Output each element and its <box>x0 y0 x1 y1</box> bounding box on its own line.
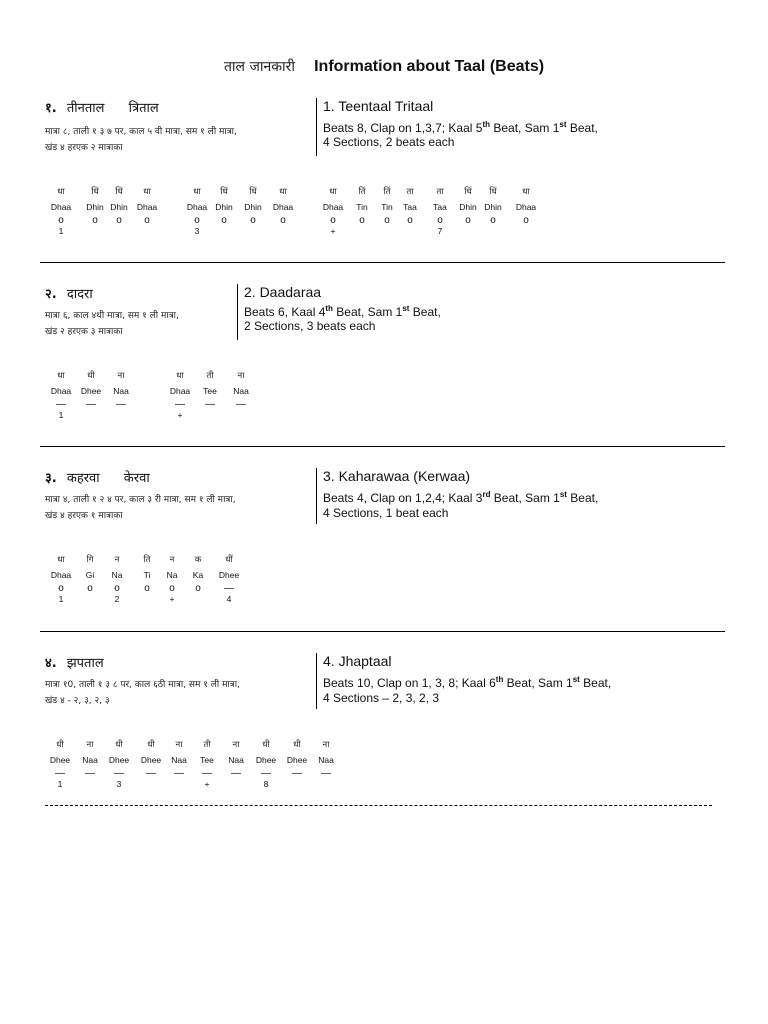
taal-name-hindi: तीनताल <box>66 101 105 116</box>
beat-syllable-roman: Dhaa <box>322 202 344 212</box>
hindi-description-line1: मात्रा १0, ताली १ ३ ८ पर, काल ६ठी मात्रा, सम १ ली मात्रा, <box>45 680 240 690</box>
beat-syllable-hindi: धी <box>262 740 270 750</box>
beat-syllable-hindi: ना <box>232 740 240 750</box>
section-hindi-heading <box>45 98 159 116</box>
beat-marker: o <box>359 215 365 226</box>
beat-syllable-roman: Naa <box>318 755 334 765</box>
beat-marker: — <box>116 399 126 410</box>
beat-marker: o <box>384 215 390 226</box>
beat-syllable-hindi: धिं <box>91 187 99 197</box>
beat-syllable-hindi: क <box>194 555 202 565</box>
beat-column <box>509 186 543 236</box>
beat-syllable-hindi: ता <box>436 187 444 197</box>
section-hindi-heading <box>45 284 93 302</box>
hindi-description-line1: मात्रा ६, काल ४थी मात्रा, सम १ ली मात्रा, <box>45 311 179 321</box>
taal-name-hindi: झपताल <box>66 656 104 671</box>
column-divider <box>316 98 317 156</box>
beat-syllable-roman: Gi <box>85 570 95 580</box>
beat-syllable-roman: Ti <box>143 570 151 580</box>
beat-count <box>130 226 164 236</box>
beat-column <box>476 186 510 236</box>
beat-syllable-hindi: धा <box>57 371 65 381</box>
beat-column <box>44 370 78 420</box>
section-separator <box>40 446 725 447</box>
beat-syllable-roman: Dhaa <box>136 202 158 212</box>
taal-title-english: 1. Teentaal Tritaal <box>323 98 434 114</box>
beat-column <box>224 370 258 420</box>
beat-count <box>74 410 108 420</box>
beat-count: + <box>169 594 175 604</box>
beat-count <box>104 410 138 420</box>
beat-marker: o <box>116 215 122 226</box>
beat-count <box>224 410 258 420</box>
beat-marker: — <box>202 768 212 779</box>
beat-syllable-hindi: धिं <box>249 187 257 197</box>
english-description-line1: Beats 4, Clap on 1,2,4; Kaal 3rd Beat, Sam 1st Beat, <box>323 490 599 505</box>
beat-syllable-hindi: ना <box>322 740 330 750</box>
beat-syllable-hindi: धिं <box>115 187 123 197</box>
beat-marker: o <box>114 583 120 594</box>
beat-syllable-hindi: धा <box>176 371 184 381</box>
beat-syllable-hindi: ना <box>86 740 94 750</box>
section-number: ४. <box>45 656 57 671</box>
beat-syllable-roman: Taa <box>403 202 417 212</box>
beat-column <box>163 370 197 420</box>
beat-marker: — <box>174 768 184 779</box>
beat-syllable-roman: Ka <box>192 570 204 580</box>
beat-count: + <box>330 226 336 236</box>
english-description-line1: Beats 10, Clap on 1, 3, 8; Kaal 6th Beat, Sam 1st Beat, <box>323 675 612 690</box>
beat-marker: — <box>292 768 302 779</box>
beat-syllable-hindi: धा <box>57 555 65 565</box>
english-description-line2: 4 Sections – 2, 3, 2, 3 <box>323 691 440 705</box>
beat-syllable-hindi: धी <box>293 740 301 750</box>
beat-syllable-hindi: ती <box>206 371 214 381</box>
beat-marker: o <box>195 583 201 594</box>
taal-alt-name-hindi: त्रिताल <box>128 101 159 116</box>
beat-syllable-hindi: ता <box>406 187 414 197</box>
beat-syllable-hindi: न <box>114 555 120 565</box>
beat-syllable-roman: Naa <box>82 755 98 765</box>
beat-syllable-hindi: धा <box>279 187 287 197</box>
beat-column <box>393 186 427 236</box>
taal-title-english: 3. Kaharawaa (Kerwaa) <box>323 468 471 484</box>
beat-column <box>102 739 136 789</box>
taal-title-english: 2. Daadaraa <box>244 284 322 300</box>
beat-count: 7 <box>437 226 443 236</box>
beat-syllable-roman: Dhee <box>218 570 240 580</box>
taal-name-hindi: दादरा <box>66 287 93 302</box>
hindi-description-line1: मात्रा ४, ताली १ २ ४ पर, काल ३ री मात्रा, सम १ ली मात्रा, <box>45 495 236 505</box>
beat-marker: o <box>330 215 336 226</box>
beat-count <box>236 226 270 236</box>
beat-syllable-roman: Dhaa <box>515 202 537 212</box>
beat-syllable-hindi: ना <box>237 371 245 381</box>
beat-marker: o <box>221 215 227 226</box>
section-hindi-heading <box>45 468 150 486</box>
hindi-description-line2: खंड ४ हरएक २ मात्राका <box>45 143 123 153</box>
beat-syllable-roman: Dhee <box>49 755 71 765</box>
beat-column <box>249 739 283 789</box>
title-hindi: ताल जानकारी <box>223 59 296 75</box>
beat-syllable-hindi: धी <box>87 371 95 381</box>
beat-marker: o <box>437 215 443 226</box>
beat-count: 1 <box>58 410 64 420</box>
beat-syllable-hindi: धिं <box>489 187 497 197</box>
beat-marker: o <box>490 215 496 226</box>
beat-count <box>266 226 300 236</box>
english-description-line1: Beats 8, Clap on 1,3,7; Kaal 5th Beat, Sam 1st Beat, <box>323 120 598 135</box>
beat-count: + <box>177 410 183 420</box>
beat-marker: — <box>321 768 331 779</box>
beat-marker: o <box>92 215 98 226</box>
beat-syllable-roman: Dhin <box>484 202 502 212</box>
beat-count: 4 <box>226 594 232 604</box>
beat-syllable-hindi: गि <box>86 555 94 565</box>
beat-syllable-roman: Dhaa <box>50 386 72 396</box>
beat-count <box>219 779 253 789</box>
beat-column <box>43 739 77 789</box>
beat-marker: o <box>194 215 200 226</box>
beat-column <box>181 554 215 604</box>
beat-marker: o <box>407 215 413 226</box>
beat-marker: o <box>58 215 64 226</box>
beat-syllable-roman: Dhee <box>108 755 130 765</box>
beat-column <box>130 186 164 236</box>
beat-syllable-roman: Tin <box>381 202 393 212</box>
beat-column <box>100 554 134 604</box>
hindi-description-line2: खंड ४ हरएक १ मात्राका <box>45 511 123 521</box>
beat-marker: — <box>55 768 65 779</box>
beat-column <box>266 186 300 236</box>
beat-marker: o <box>250 215 256 226</box>
column-divider <box>316 468 317 524</box>
beat-count: 3 <box>194 226 200 236</box>
beat-syllable-roman: Tin <box>356 202 368 212</box>
beat-syllable-roman: Dhaa <box>272 202 294 212</box>
page-title <box>0 56 768 76</box>
beat-syllable-roman: Tee <box>200 755 214 765</box>
beat-column <box>104 370 138 420</box>
beat-marker: o <box>58 583 64 594</box>
beat-syllable-hindi: तिं <box>383 187 391 197</box>
beat-syllable-hindi: ना <box>117 371 125 381</box>
beat-marker: o <box>465 215 471 226</box>
beat-count <box>181 594 215 604</box>
beat-syllable-roman: Dhaa <box>169 386 191 396</box>
english-description-line2: 4 Sections, 2 beats each <box>323 135 455 149</box>
beat-syllable-roman: Dhaa <box>186 202 208 212</box>
english-description-line2: 4 Sections, 1 beat each <box>323 506 449 520</box>
beat-column <box>212 554 246 604</box>
beat-count: 1 <box>58 594 64 604</box>
column-divider <box>316 653 317 709</box>
beat-marker: o <box>169 583 175 594</box>
beat-marker: o <box>144 215 150 226</box>
beat-marker: — <box>146 768 156 779</box>
beat-marker: o <box>87 583 93 594</box>
beat-syllable-hindi: ना <box>175 740 183 750</box>
beat-marker: — <box>205 399 215 410</box>
beat-syllable-roman: Dhee <box>255 755 277 765</box>
beat-syllable-hindi: ति <box>143 555 151 565</box>
beat-syllable-roman: Dhee <box>80 386 102 396</box>
beat-syllable-hindi: धा <box>57 187 65 197</box>
section-number: २. <box>45 287 57 302</box>
beat-marker: — <box>85 768 95 779</box>
beat-syllable-hindi: तिं <box>358 187 366 197</box>
section-number: १. <box>45 101 57 116</box>
beat-column <box>219 739 253 789</box>
beat-marker: — <box>114 768 124 779</box>
title-english: Information about Taal (Beats) <box>314 58 545 75</box>
beat-count <box>309 779 343 789</box>
beat-syllable-roman: Dhin <box>110 202 128 212</box>
taal-title-english: 4. Jhaptaal <box>323 653 392 669</box>
beat-syllable-hindi: धी <box>115 740 123 750</box>
beat-column <box>193 370 227 420</box>
column-divider <box>237 284 238 340</box>
beat-marker: — <box>236 399 246 410</box>
beat-marker: o <box>144 583 150 594</box>
beat-column <box>309 739 343 789</box>
beat-syllable-hindi: धी <box>56 740 64 750</box>
section-separator <box>40 631 725 632</box>
beat-syllable-roman: Naa <box>171 755 187 765</box>
english-description-line2: 2 Sections, 3 beats each <box>244 319 376 333</box>
hindi-description-line2: खंड ४ - २, ३, २, ३ <box>45 696 110 706</box>
beat-syllable-roman: Taa <box>433 202 447 212</box>
beat-syllable-roman: Na <box>111 570 123 580</box>
beat-count: 3 <box>116 779 122 789</box>
beat-marker: o <box>523 215 529 226</box>
beat-syllable-hindi: न <box>169 555 175 565</box>
beat-syllable-hindi: धिं <box>220 187 228 197</box>
beat-syllable-hindi: धिं <box>464 187 472 197</box>
beat-marker: — <box>231 768 241 779</box>
beat-syllable-roman: Tee <box>203 386 217 396</box>
beat-syllable-hindi: ती <box>203 740 211 750</box>
beat-count <box>476 226 510 236</box>
taal-alt-name-hindi: केरवा <box>123 471 150 486</box>
beat-marker: — <box>86 399 96 410</box>
beat-count: + <box>204 779 210 789</box>
beat-syllable-roman: Naa <box>228 755 244 765</box>
beat-syllable-roman: Dhee <box>140 755 162 765</box>
beat-column <box>74 370 108 420</box>
english-description-line1: Beats 6, Kaal 4th Beat, Sam 1st Beat, <box>244 304 441 319</box>
hindi-description-line2: खंड २ हरएक ३ मात्राका <box>45 327 123 337</box>
beat-syllable-hindi: धीं <box>225 555 233 565</box>
beat-syllable-hindi: धा <box>522 187 530 197</box>
beat-syllable-hindi: धी <box>147 740 155 750</box>
beat-count <box>509 226 543 236</box>
beat-syllable-roman: Naa <box>113 386 129 396</box>
beat-syllable-roman: Dhee <box>286 755 308 765</box>
beat-syllable-roman: Dhaa <box>50 202 72 212</box>
beat-count <box>393 226 427 236</box>
beat-marker: — <box>56 399 66 410</box>
beat-syllable-hindi: धा <box>329 187 337 197</box>
beat-count: 1 <box>57 779 63 789</box>
hindi-description-line1: मात्रा ८, ताली १ ३ ७ पर, काल ५ वी मात्रा, सम १ ली मात्रा, <box>45 127 237 137</box>
beat-syllable-roman: Dhaa <box>50 570 72 580</box>
beat-count: 8 <box>263 779 269 789</box>
beat-count: 1 <box>58 226 64 236</box>
taal-name-hindi: कहरवा <box>66 471 100 486</box>
beat-marker: — <box>175 399 185 410</box>
beat-syllable-roman: Dhin <box>459 202 477 212</box>
beat-syllable-roman: Naa <box>233 386 249 396</box>
beat-count <box>193 410 227 420</box>
beat-syllable-hindi: धा <box>143 187 151 197</box>
beat-column <box>236 186 270 236</box>
beat-syllable-roman: Na <box>166 570 178 580</box>
beat-marker: o <box>280 215 286 226</box>
beat-syllable-hindi: धा <box>193 187 201 197</box>
beat-column <box>44 186 78 236</box>
beat-syllable-roman: Dhin <box>244 202 262 212</box>
end-dashed-line <box>45 805 712 806</box>
beat-marker: — <box>224 583 234 594</box>
section-hindi-heading <box>45 653 104 671</box>
section-separator <box>40 262 725 263</box>
beat-count: 2 <box>114 594 120 604</box>
beat-syllable-roman: Dhin <box>215 202 233 212</box>
beat-syllable-roman: Dhin <box>86 202 104 212</box>
beat-marker: — <box>261 768 271 779</box>
section-number: ३. <box>45 471 57 486</box>
